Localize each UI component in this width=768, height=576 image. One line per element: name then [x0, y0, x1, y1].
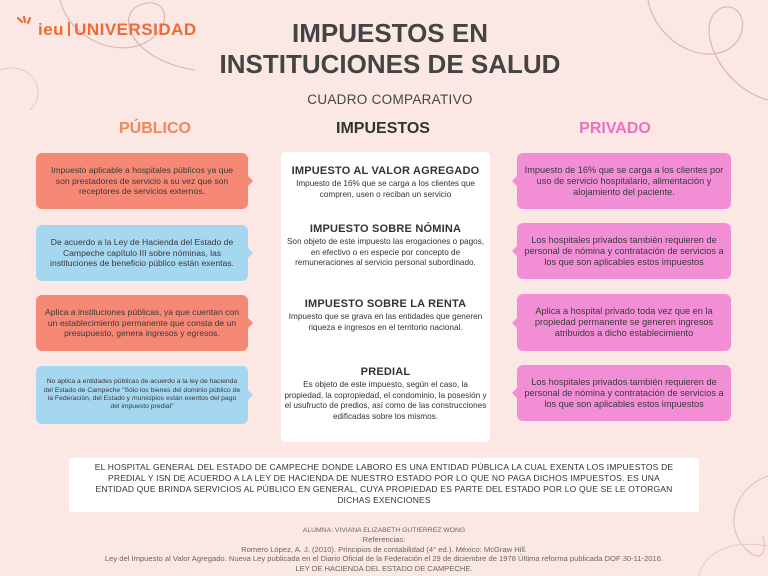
impuesto-description: Impuesto de 16% que se carga a los clientes que compren, usen o reciban un servicio [296, 179, 475, 199]
logo-separator [68, 22, 70, 36]
impuesto-iva [281, 165, 490, 200]
privado-renta-box: Aplica a hospital privado toda vez que en la propiedad permanente se generen ingresos atribuidos a dicho establecimiento [517, 294, 731, 351]
impuesto-title: PREDIAL [360, 366, 411, 378]
references [40, 526, 728, 573]
impuesto-nomina [281, 223, 490, 269]
publico-iva-box: Impuesto aplicable a hospitales públicos ya que son prestadores de servicio a su vez que son receptores de servicios externos. [36, 153, 248, 209]
column-header-privado: PRIVADO [579, 120, 651, 137]
title-line-2: INSTITUCIONES DE SALUD [219, 49, 561, 79]
logo-burst-icon [14, 16, 38, 38]
references-heading: Referencias: [362, 535, 406, 545]
logo-name: UNIVERSIDAD [74, 20, 197, 39]
impuesto-renta [281, 298, 490, 333]
page-title [190, 18, 590, 80]
column-header-impuestos: IMPUESTOS [336, 120, 430, 137]
conclusion-box: EL HOSPITAL GENERAL DEL ESTADO DE CAMPECHE DONDE LABORO ES UNA ENTIDAD PÚBLICA LA CUAL EXENTA LOS IMPUESTOS DE PREDIAL Y ISN DE ACUERDO A LA LEY DE HACIENDA DE NUESTRO ESTADO POR LO QUE NO PAGA DICHOS IMPUESTOS. ES UNA ENTIDAD QUE BRINDA SERVICIOS AL PÚBLICO EN GENERAL, CUYA PROPIEDAD ES PARTE DEL ESTADO POR LO QUE SE LE OTORGAN DICHAS EXENCIONES [69, 458, 699, 512]
author-name: ALUMNA: VIVIANA ELIZABETH GUTIERREZ WONG [302, 527, 466, 534]
reference-item: Ley del Impuesto al Valor Agregado. Nueva Ley publicada en el Diario Oficial de la Federación el 29 de diciembre de 1978 Última reforma publicada DOF 30-11-2016. [104, 554, 664, 564]
privado-nomina-box: Los hospitales privados también requieren de personal de nómina y contratación de servicios a los que son aplicables estos impuestos [517, 223, 731, 279]
logo-text [38, 21, 197, 38]
impuesto-description: Son objeto de este impuesto las erogaciones o pagos, en efectivo o en especie por concepto de remuneraciones al servicio personal subordinado. [286, 237, 485, 267]
publico-nomina-box: De acuerdo a la Ley de Hacienda del Estado de Campeche capítulo III sobre nóminas, las instituciones de beneficio público están exentas. [36, 225, 248, 281]
reference-item: Romero López, A. J. (2010). Principios de contabilidad (4° ed.). México: McGraw Hill. [241, 544, 527, 554]
publico-renta-box: Aplica a instituciones públicas, ya que cuentan con un establecimiento permanente que consta de un presupuesto, genera ingresos y egresos. [36, 295, 248, 351]
impuesto-description: Es objeto de este impuesto, según el caso, la propiedad, la copropiedad, el condominio, la posesión y el usufructo de predios, así como de las construcciones edificadas sobre los mismos. [284, 380, 487, 421]
privado-iva-box: Impuesto de 16% que se carga a los clientes por uso de servicio hospitalario, alimentación y alojamiento del paciente. [517, 153, 731, 209]
privado-predial-box: Los hospitales privados también requieren de personal de nómina y contratación de servicios a los que son aplicables estos impuestos [517, 365, 731, 421]
impuesto-title: IMPUESTO AL VALOR AGREGADO [291, 165, 480, 177]
reference-item: LEY DE HACIENDA DEL ESTADO DE CAMPECHE. [295, 563, 473, 573]
publico-predial-box: No aplica a entidades públicas de acuerdo a la ley de hacienda del Estado de Campeche "Sólo los bienes del dominio público de la Federación, del Estado y municipios están exentos del pago del impuesto predial" [36, 366, 248, 424]
impuesto-description: Impuesto que se grava en las entidades que generen riqueza e ingresos en el territorio nacional. [288, 312, 483, 332]
impuesto-title: IMPUESTO SOBRE NÓMINA [309, 223, 462, 235]
title-line-1: IMPUESTOS EN [291, 18, 488, 48]
logo-prefix: ieu [38, 20, 65, 39]
university-logo [14, 16, 197, 38]
impuesto-title: IMPUESTO SOBRE LA RENTA [304, 298, 467, 310]
page-subtitle: CUADRO COMPARATIVO [307, 92, 473, 107]
decorative-swirl-top-right [628, 0, 768, 120]
impuesto-predial [281, 366, 490, 422]
column-header-publico: PÚBLICO [119, 120, 191, 137]
